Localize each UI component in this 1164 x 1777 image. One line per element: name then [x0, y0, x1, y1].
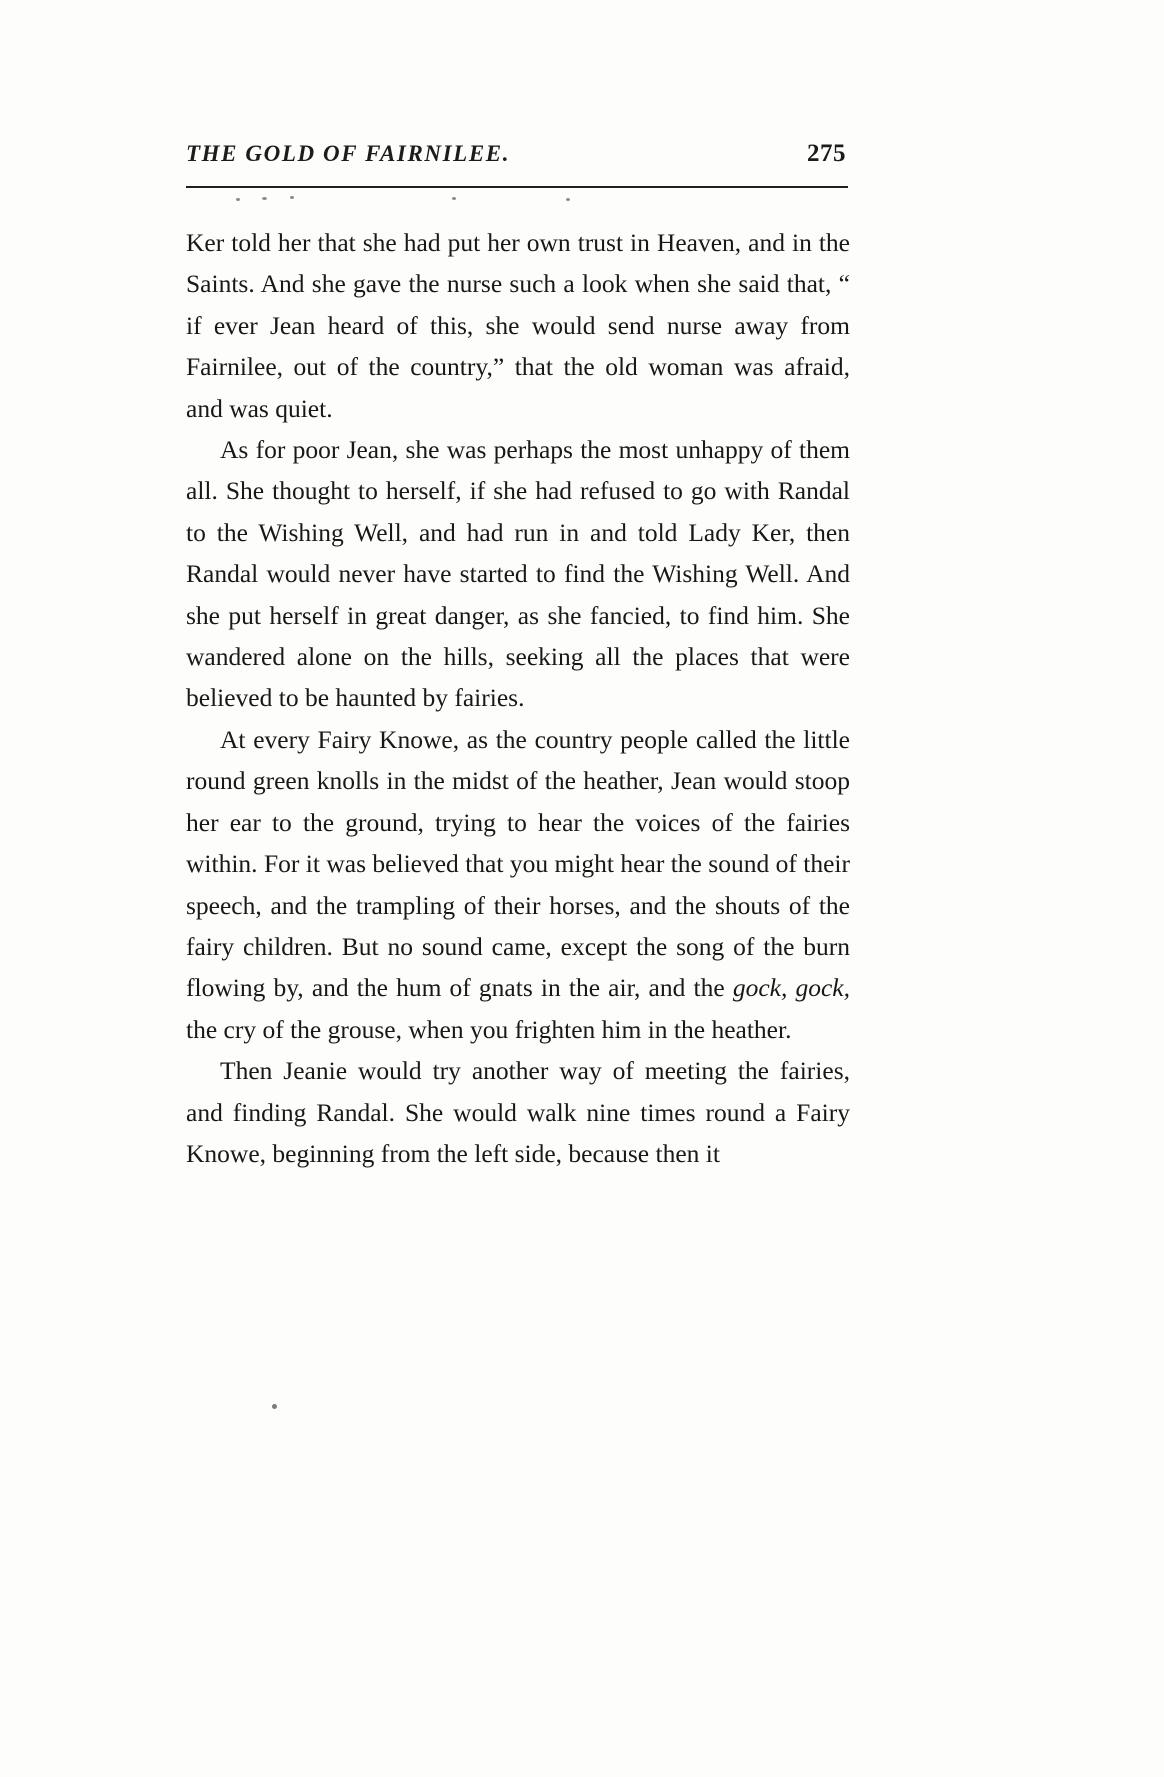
header-rule	[186, 186, 848, 188]
body-text	[186, 222, 850, 1174]
paper-speck	[262, 197, 267, 200]
paper-speck	[566, 198, 570, 201]
page-number: 275	[807, 140, 846, 167]
paper-speck	[452, 197, 456, 200]
paragraph-3	[186, 719, 850, 1050]
paragraph-1: Ker told her that she had put her own trust in Heaven, and in the Saints. And she gave the nurse such a look when she said that, “ if ever Jean heard of this, she would send nurse away from Fairnilee, out of the country,” that the old woman was afraid, and was quiet.	[186, 228, 850, 423]
paper-speck	[290, 196, 294, 199]
paragraph-3-head: At every Fairy Knowe, as the country people called the little round green knolls in the midst of the heather, Jean would stoop her ear to the ground, trying to hear the voices of the fairies within. For it was believed that you might hear the sound of their speech, and the trampling of their horses, and the shouts of the fairy children. But no sound came, except the song of the burn flowing by, and the hum of gnats in the air, and the	[186, 724, 850, 1003]
paper-speck	[236, 198, 240, 201]
running-title: THE GOLD OF FAIRNILEE.	[186, 141, 511, 166]
page-header	[186, 140, 846, 168]
italic-phrase: gock, gock,	[732, 973, 850, 1003]
paragraph-4: Then Jeanie would try another way of meeting the fairies, and finding Randal. She would walk nine times round a Fairy Knowe, beginning from the left side, because then it	[186, 1056, 850, 1168]
paragraph-2: As for poor Jean, she was perhaps the most unhappy of them all. She thought to herself, if she had refused to go with Randal to the Wishing Well, and had run in and told Lady Ker, then Randal would never have started to find the Wishing Well. And she put herself in great danger, as she fancied, to find him. She wandered alone on the hills, seeking all the places that were believed to be haunted by fairies.	[186, 435, 850, 713]
paper-speck	[272, 1404, 277, 1409]
paragraph-3-tail: the cry of the grouse, when you frighten him in the heather.	[186, 1014, 792, 1044]
